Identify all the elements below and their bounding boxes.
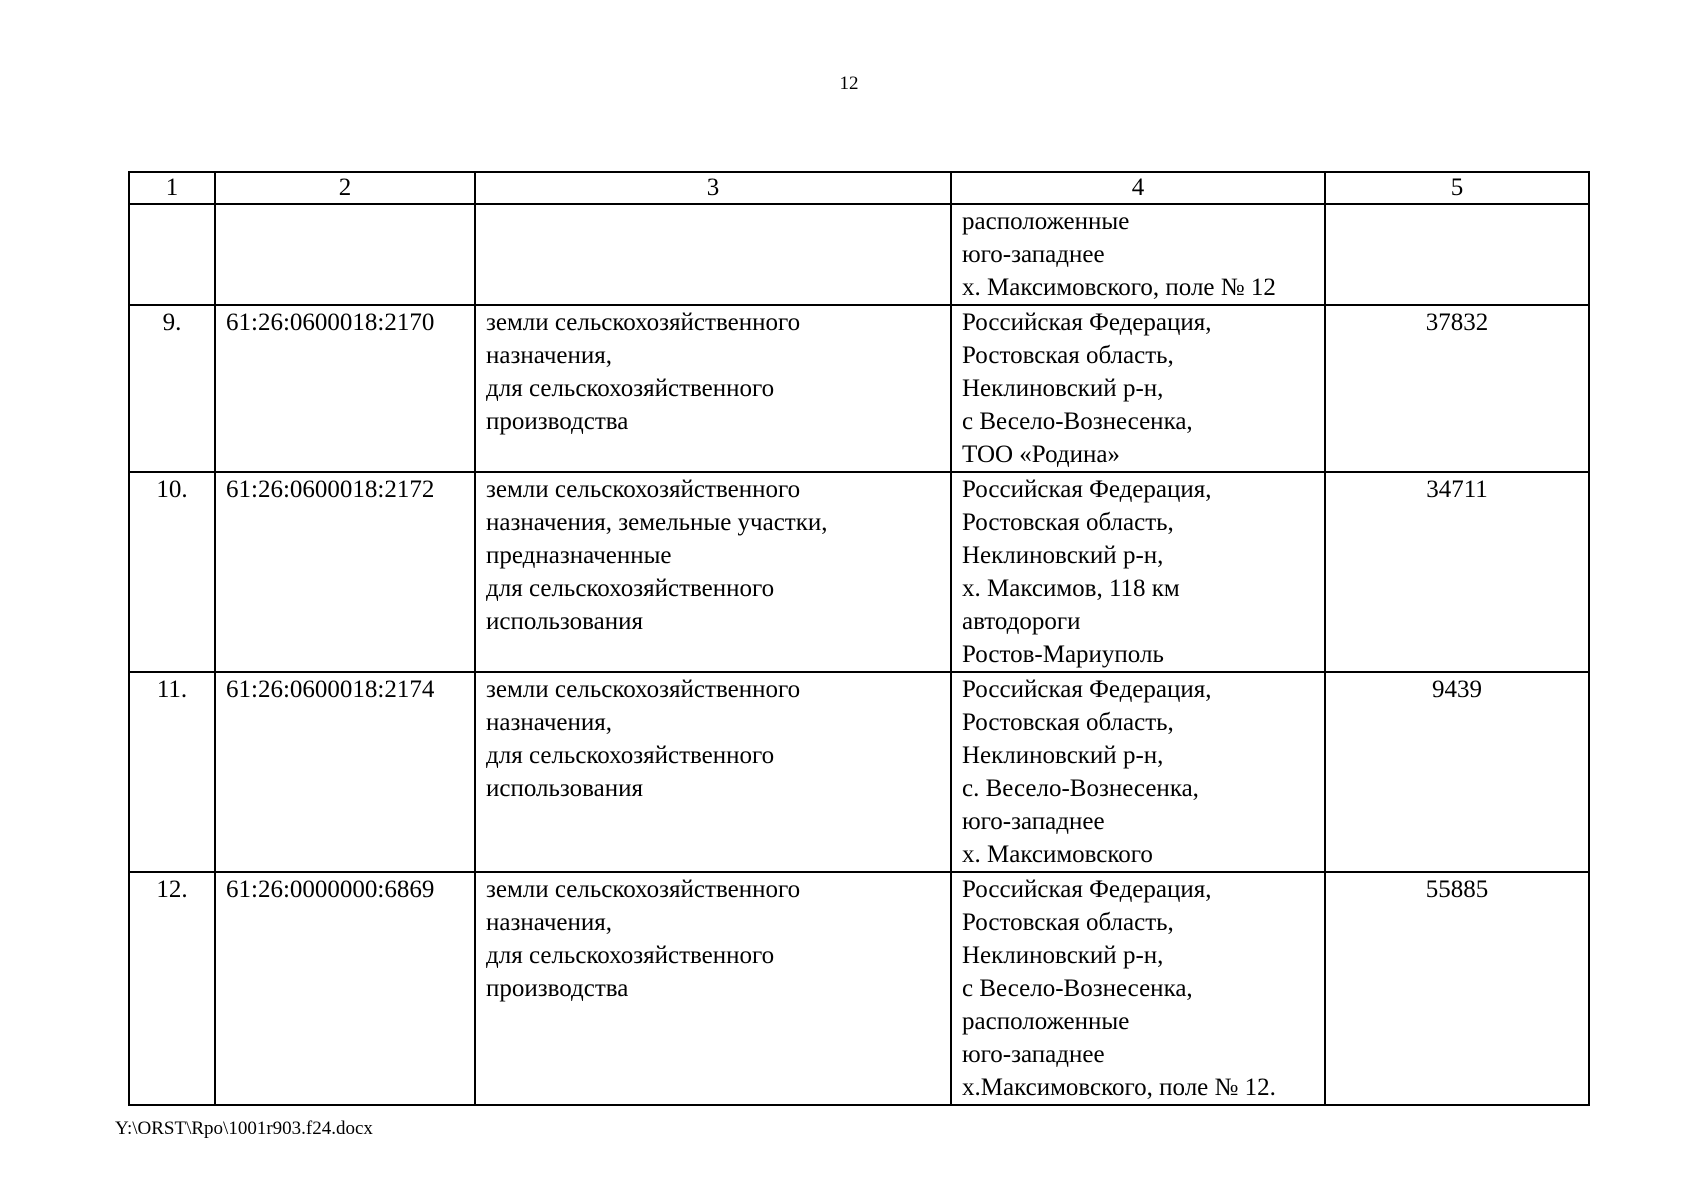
table-row-continuation: [129, 204, 1589, 305]
address-line: Ростовская область,: [962, 509, 1174, 536]
address-line: Российская Федерация,: [962, 309, 1212, 336]
land-category-cell: [475, 305, 951, 472]
category-line: земли сельскохозяйственного: [486, 676, 801, 703]
land-plots-table: [128, 171, 1590, 1106]
address-line: Ростов-Мариуполь: [962, 641, 1164, 668]
cadastral-number-cell: [215, 204, 475, 305]
row-number-cell: 9.: [129, 305, 215, 472]
address-cell: [951, 204, 1325, 305]
address-line: с. Весело-Вознесенка,: [962, 775, 1199, 802]
category-line: для сельскохозяйственного: [486, 742, 775, 769]
table-row: [129, 472, 1589, 672]
address-line: х. Максимовского, поле № 12: [962, 274, 1276, 301]
area-cell: 55885: [1325, 872, 1589, 1105]
table-header-row: [129, 172, 1589, 204]
area-cell: 9439: [1325, 672, 1589, 872]
address-line: Российская Федерация,: [962, 676, 1212, 703]
address-line: юго-западнее: [962, 1041, 1105, 1068]
row-number-cell: 10.: [129, 472, 215, 672]
category-line: земли сельскохозяйственного: [486, 309, 801, 336]
address-line: Ростовская область,: [962, 909, 1174, 936]
address-line: х.Максимовского, поле № 12.: [962, 1074, 1276, 1101]
category-line: использования: [486, 775, 643, 802]
cadastral-number-cell: 61:26:0000000:6869: [215, 872, 475, 1105]
address-line: расположенные: [962, 208, 1130, 235]
column-number-header: 3: [475, 172, 951, 204]
category-line: для сельскохозяйственного: [486, 375, 775, 402]
address-line: х. Максимов, 118 км: [962, 575, 1180, 602]
column-number-header: 1: [129, 172, 215, 204]
category-line: производства: [486, 408, 629, 435]
address-cell: [951, 872, 1325, 1105]
address-line: Неклиновский р-н,: [962, 742, 1164, 769]
page-number: 12: [839, 73, 859, 94]
category-line: для сельскохозяйственного: [486, 942, 775, 969]
cadastral-number-cell: 61:26:0600018:2170: [215, 305, 475, 472]
address-line: автодороги: [962, 608, 1081, 635]
column-number-header: 2: [215, 172, 475, 204]
land-category-cell: [475, 472, 951, 672]
address-line: Неклиновский р-н,: [962, 542, 1164, 569]
row-number-cell: [129, 204, 215, 305]
row-number-cell: 12.: [129, 872, 215, 1105]
column-number-header: 5: [1325, 172, 1589, 204]
address-line: Неклиновский р-н,: [962, 942, 1164, 969]
address-line: Ростовская область,: [962, 709, 1174, 736]
address-line: с Весело-Вознесенка,: [962, 975, 1193, 1002]
category-line: назначения,: [486, 709, 613, 736]
cadastral-number-cell: 61:26:0600018:2174: [215, 672, 475, 872]
footer-file-path: Y:\ORST\Rpo\1001r903.f24.docx: [115, 1118, 373, 1139]
address-line: Российская Федерация,: [962, 876, 1212, 903]
address-line: Неклиновский р-н,: [962, 375, 1164, 402]
address-line: Российская Федерация,: [962, 476, 1212, 503]
category-line: для сельскохозяйственного: [486, 575, 775, 602]
cadastral-number-cell: 61:26:0600018:2172: [215, 472, 475, 672]
address-line: юго-западнее: [962, 241, 1105, 268]
land-category-cell: [475, 872, 951, 1105]
address-line: ТОО «Родина»: [962, 441, 1120, 468]
table-row: [129, 672, 1589, 872]
table-row: [129, 305, 1589, 472]
category-line: производства: [486, 975, 629, 1002]
land-category-cell: [475, 672, 951, 872]
category-line: использования: [486, 608, 643, 635]
address-cell: [951, 472, 1325, 672]
address-line: юго-западнее: [962, 808, 1105, 835]
column-number-header: 4: [951, 172, 1325, 204]
address-cell: [951, 305, 1325, 472]
table-row: [129, 872, 1589, 1105]
category-line: назначения,: [486, 909, 613, 936]
area-cell: 34711: [1325, 472, 1589, 672]
category-line: земли сельскохозяйственного: [486, 876, 801, 903]
area-cell: [1325, 204, 1589, 305]
address-line: Ростовская область,: [962, 342, 1174, 369]
land-category-cell: [475, 204, 951, 305]
category-line: назначения, земельные участки,: [486, 509, 828, 536]
category-line: назначения,: [486, 342, 613, 369]
category-line: земли сельскохозяйственного: [486, 476, 801, 503]
category-line: предназначенные: [486, 542, 672, 569]
address-line: х. Максимовского: [962, 841, 1153, 868]
area-cell: 37832: [1325, 305, 1589, 472]
address-line: с Весело-Вознесенка,: [962, 408, 1193, 435]
address-cell: [951, 672, 1325, 872]
row-number-cell: 11.: [129, 672, 215, 872]
address-line: расположенные: [962, 1008, 1130, 1035]
